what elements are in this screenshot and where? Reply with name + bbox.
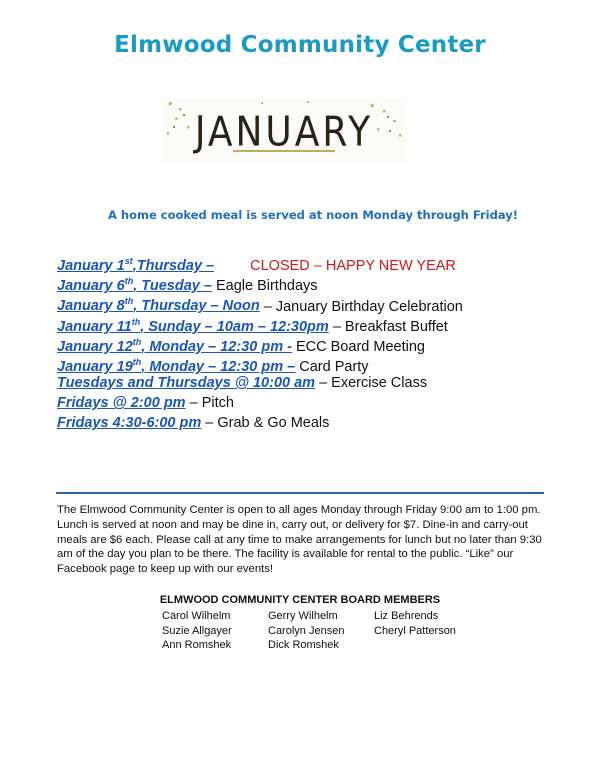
divider [56,492,544,494]
board-member-name: Carolyn Jensen [268,624,345,637]
board-row [162,609,492,624]
event-description: – Grab & Go Meals [201,415,330,432]
closed-notice: CLOSED – HAPPY NEW YEAR [250,257,456,274]
board-member-name: Dick Romshek [268,639,339,652]
event-row [57,373,577,393]
event-row [57,251,577,274]
event-date-link[interactable] [57,415,201,431]
event-date-suffix: th [131,316,141,327]
meal-note: A home cooked meal is served at noon Monday through Friday! [108,208,518,222]
board-member-name: Suzie Allgayer [162,624,232,637]
board-member-name: Ann Romshek [162,639,232,652]
event-date-text: January 8 [57,298,125,315]
event-date-text: , Thursday – Noon [133,298,260,315]
event-description: ECC Board Meeting [291,339,425,356]
event-date-text: January 12 [57,339,133,356]
board-title: ELMWOOD COMMUNITY CENTER BOARD MEMBERS [159,594,441,606]
event-date-text: , Monday – 12:30 pm - [141,339,292,356]
month-heading: JANUARY [194,108,374,157]
event-date-text: , Sunday – 10am – 12:30pm [140,318,329,335]
event-date-text: Fridays @ 2:00 pm [57,395,186,412]
board-row [162,638,492,653]
event-date-text: , Tuesday – [133,278,212,295]
board-members [162,609,492,653]
event-date-link[interactable] [57,395,186,411]
info-paragraph: The Elmwood Community Center is open to all ages Monday through Friday 9:00 am to 1:00 pm. Lunch is served at noon and may be dine in, carry out, or delivery for $7. Dine-in and carry-out meals are $6 each. Please call at any time to make arrangements for lunch but no later than 9:30 am of the day you plan to be there. The facility is available for rental to the public. “Like” our Facebook page to keep up with our events! [57,504,542,576]
event-date-text: , Monday – 12:30 pm – [141,359,296,376]
event-date-text: Fridays 4:30-6:00 pm [57,415,202,432]
event-description: – Exercise Class [315,374,428,391]
event-row [57,413,577,433]
page-title: Elmwood Community Center [114,32,486,58]
board-member-name: Liz Behrends [374,610,439,622]
event-date-suffix: st [124,256,133,266]
event-row [57,312,577,335]
event-description: Eagle Birthdays [211,278,318,295]
event-date-suffix: th [132,337,142,348]
event-row [57,332,577,356]
event-date-text: January 6 [57,278,125,295]
event-description: – January Birthday Celebration [259,298,463,315]
event-date-text: ,Thursday – [132,257,215,274]
event-description: Card Party [295,359,369,376]
event-date-suffix: th [124,276,134,287]
event-row [57,292,577,315]
event-date-suffix: th [124,296,134,307]
event-date-text: January 1 [57,257,125,274]
event-description: – Pitch [185,395,234,412]
event-list [57,251,577,434]
board-row [162,624,492,639]
event-date-link[interactable] [57,375,315,391]
event-date-text: Tuesdays and Thursdays @ 10:00 am [57,374,316,391]
event-description: – Breakfast Buffet [328,318,448,335]
event-date-suffix: th [132,357,142,368]
event-row [57,352,577,376]
event-row [57,271,577,295]
board-member-name: Gerry Wilhelm [268,610,338,622]
event-row [57,393,577,413]
event-date-text: January 11 [57,318,132,335]
board-member-name: Carol Wilhelm [162,610,231,622]
board-member-name: Cheryl Patterson [374,624,456,637]
event-date-text: January 19 [57,359,133,376]
